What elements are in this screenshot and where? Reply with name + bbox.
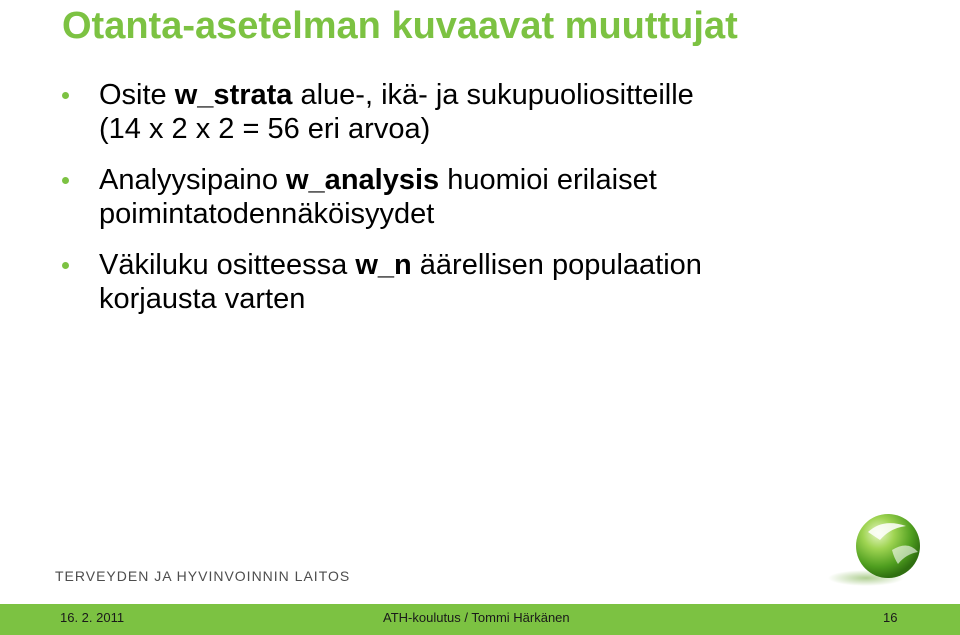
- bullet-text: alue-, ikä- ja sukupuoliositteille: [292, 79, 694, 111]
- bullet-text: huomioi erilaiset: [439, 164, 657, 196]
- page-number: 16: [883, 610, 898, 625]
- bullet-text: Väkiluku ositteessa: [99, 249, 356, 281]
- variable-name: w_analysis: [286, 164, 440, 196]
- bullet-text: äärellisen populaation: [411, 249, 702, 281]
- footer-presenter: ATH-koulutus / Tommi Härkänen: [383, 610, 570, 625]
- variable-name: w_strata: [174, 79, 293, 111]
- bullet-line: [99, 282, 882, 316]
- slide-title: Otanta-asetelman kuvaavat muuttujat: [62, 5, 738, 47]
- green-sphere-logo-icon: [828, 510, 928, 590]
- bullet-item-population: [62, 248, 882, 316]
- bullet-line: [99, 112, 882, 146]
- bullet-item-strata: [62, 78, 882, 146]
- organization-name: TERVEYDEN JA HYVINVOINNIN LAITOS: [55, 568, 351, 584]
- bullet-text: (14 x 2 x 2 = 56 eri arvoa): [99, 113, 431, 145]
- variable-name: w_n: [355, 249, 412, 281]
- bullet-line: [99, 163, 882, 197]
- footer-date: 16. 2. 2011: [60, 610, 125, 625]
- bullet-text: poimintatodennäköisyydet: [99, 198, 435, 230]
- bullet-line: [99, 248, 882, 282]
- bullet-item-analysis: [62, 163, 882, 231]
- bullet-text: Analyysipaino: [99, 164, 286, 196]
- bullet-line: [99, 78, 882, 112]
- bullet-text: Osite: [99, 79, 175, 111]
- bullet-dot-icon: [62, 262, 69, 269]
- bullet-dot-icon: [62, 92, 69, 99]
- bullet-line: [99, 197, 882, 231]
- bullet-list: [62, 78, 882, 333]
- bullet-text: korjausta varten: [99, 283, 306, 315]
- bullet-dot-icon: [62, 177, 69, 184]
